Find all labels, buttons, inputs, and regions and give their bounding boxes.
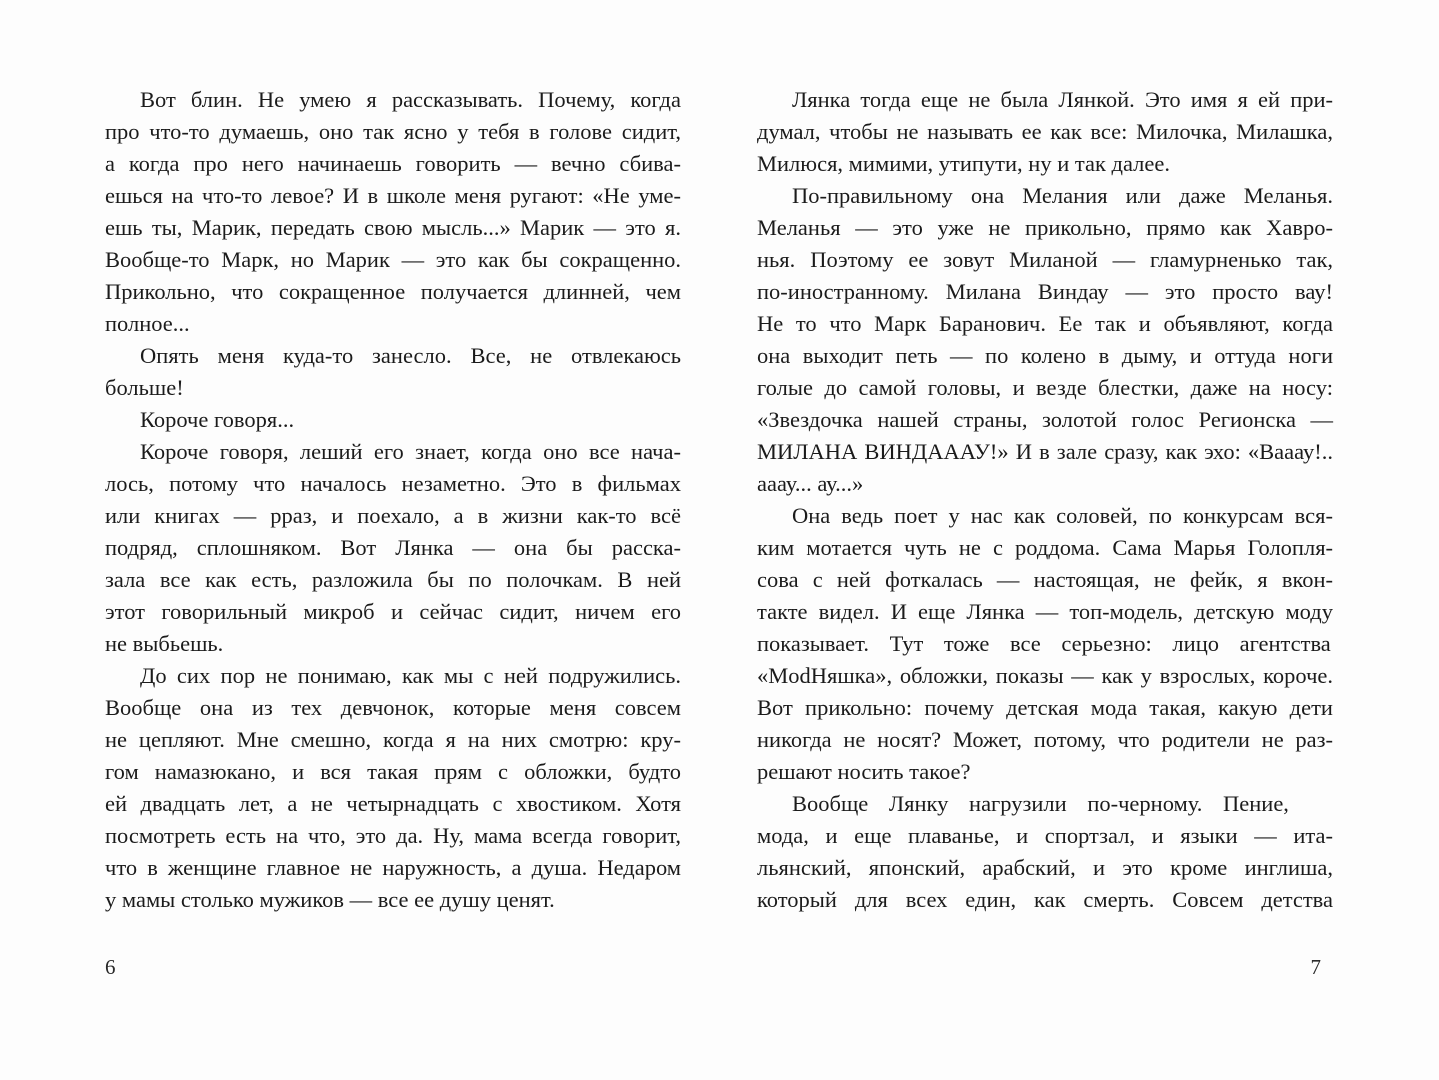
book-page-right (712, 0, 1392, 1080)
text-line: Короче говоря... (140, 407, 295, 432)
book-page-left (0, 0, 680, 1080)
text-line: гом намазюкано, и вся такая прям с обложки, будто (105, 759, 681, 784)
text-line: «ModНяшка», обложки, показы — как у взрослых, короче. (757, 663, 1333, 688)
text-line: Меланья — это уже не прикольно, прямо как Хавро- (757, 215, 1334, 240)
text-line: не цепляют. Мне смешно, когда я на них смотрю: кру- (105, 727, 682, 752)
text-line: Милюся, мимими, утипути, ну и так далее. (757, 151, 1170, 176)
text-line: у мамы столько мужиков — все ее душу ценят. (105, 887, 555, 912)
text-line: «Звездочка нашей страны, золотой голос Регионска — (757, 407, 1334, 432)
text-line: зала все как есть, разложила бы по полочкам. В ней (105, 567, 682, 592)
text-line: Прикольно, что сокращенное получается длинней, чем (105, 279, 682, 304)
text-line: не выбьешь. (105, 631, 224, 656)
text-line: Вообще Лянку нагрузили по-черному. Пение, (792, 791, 1289, 816)
page-text (757, 84, 1333, 916)
text-line: Вообще она из тех девчонок, которые меня совсем (105, 695, 682, 720)
text-line: никогда не носят? Может, потому, что родители не раз- (757, 727, 1334, 752)
text-line: Она ведь поет у нас как соловей, по конкурсам вся- (792, 503, 1333, 528)
text-line: льянский, японский, арабский, и это кроме инглиша, (757, 855, 1333, 880)
text-line: До сих пор не понимаю, как мы с ней подружились. (140, 663, 681, 688)
text-line: она выходит петь — по колено в дыму, и оттуда ноги (757, 343, 1333, 368)
text-line: который для всех един, как смерть. Совсем детства (757, 887, 1333, 912)
text-line: подряд, сплошняком. Вот Лянка — она бы расска- (105, 535, 681, 560)
text-line: Короче говоря, леший его знает, когда оно все нача- (140, 439, 681, 464)
text-line: больше! (105, 375, 184, 400)
text-line: ааау... ау...» (757, 471, 864, 496)
text-line: думал, чтобы не называть ее как все: Милочка, Милашка, (757, 119, 1333, 144)
text-line: такте видел. И еще Лянка — топ-модель, детскую моду (757, 599, 1333, 624)
text-line: ешь ты, Марик, передать свою мысль...» Марик — это я. (105, 215, 681, 240)
text-line: Не то что Марк Баранович. Ее так и объявляют, когда (757, 311, 1334, 336)
text-line: нья. Поэтому ее зовут Миланой — гламурненько так, (757, 247, 1334, 272)
text-line: сова с ней фоткалась — настоящая, не фейк, я вкон- (757, 567, 1334, 592)
text-line: мода, и еще плаванье, и спортзал, и языки — ита- (757, 823, 1333, 848)
text-line: Лянка тогда еще не была Лянкой. Это имя я ей при- (792, 87, 1334, 112)
text-line: решают носить такое? (757, 759, 971, 784)
text-line: МИЛАНА ВИНДАААУ!» И в зале сразу, как эхо: «Вааау!.. (757, 439, 1333, 464)
text-line: Опять меня куда-то занесло. Все, не отвлекаюсь (140, 343, 681, 368)
text-line: ким мотается чуть не с роддома. Сама Марья Голопля- (757, 535, 1334, 560)
text-line: показывает. Тут тоже все серьезно: лицо агентства (757, 631, 1331, 656)
text-line: по-иностранному. Милана Виндау — это просто вау! (757, 279, 1333, 304)
text-line: полное... (105, 311, 190, 336)
page-text (105, 84, 681, 916)
text-line: голые до самой головы, и везде блестки, даже на носу: (757, 375, 1333, 400)
page-number: 6 (105, 955, 116, 979)
text-line: что в женщине главное не наружность, а душа. Недаром (105, 855, 682, 880)
text-line: посмотреть есть на что, это да. Ну, мама всегда говорит, (105, 823, 682, 848)
text-line: ей двадцать лет, а не четырнадцать с хвостиком. Хотя (105, 791, 682, 816)
text-line: а когда про него начинаешь говорить — вечно сбива- (105, 151, 681, 176)
text-line: По-правильному она Мелания или даже Меланья. (792, 183, 1333, 208)
text-line: или книгах — рраз, и поехало, а в жизни как-то всё (105, 503, 681, 528)
text-line: про что-то думаешь, оно так ясно у тебя в голове сидит, (105, 119, 682, 144)
text-line: Вот прикольно: почему детская мода такая, какую дети (757, 695, 1333, 720)
text-line: лось, потому что началось незаметно. Это в фильмах (105, 471, 681, 496)
text-line: Вообще-то Марк, но Марик — это как бы сокращенно. (105, 247, 682, 272)
text-line: ешься на что-то левое? И в школе меня ругают: «Не уме- (105, 183, 681, 208)
text-line: этот говорильный микроб и сейчас сидит, ничем его (105, 599, 682, 624)
text-line: Вот блин. Не умею я рассказывать. Почему, когда (140, 87, 681, 112)
page-number: 7 (1310, 955, 1321, 979)
